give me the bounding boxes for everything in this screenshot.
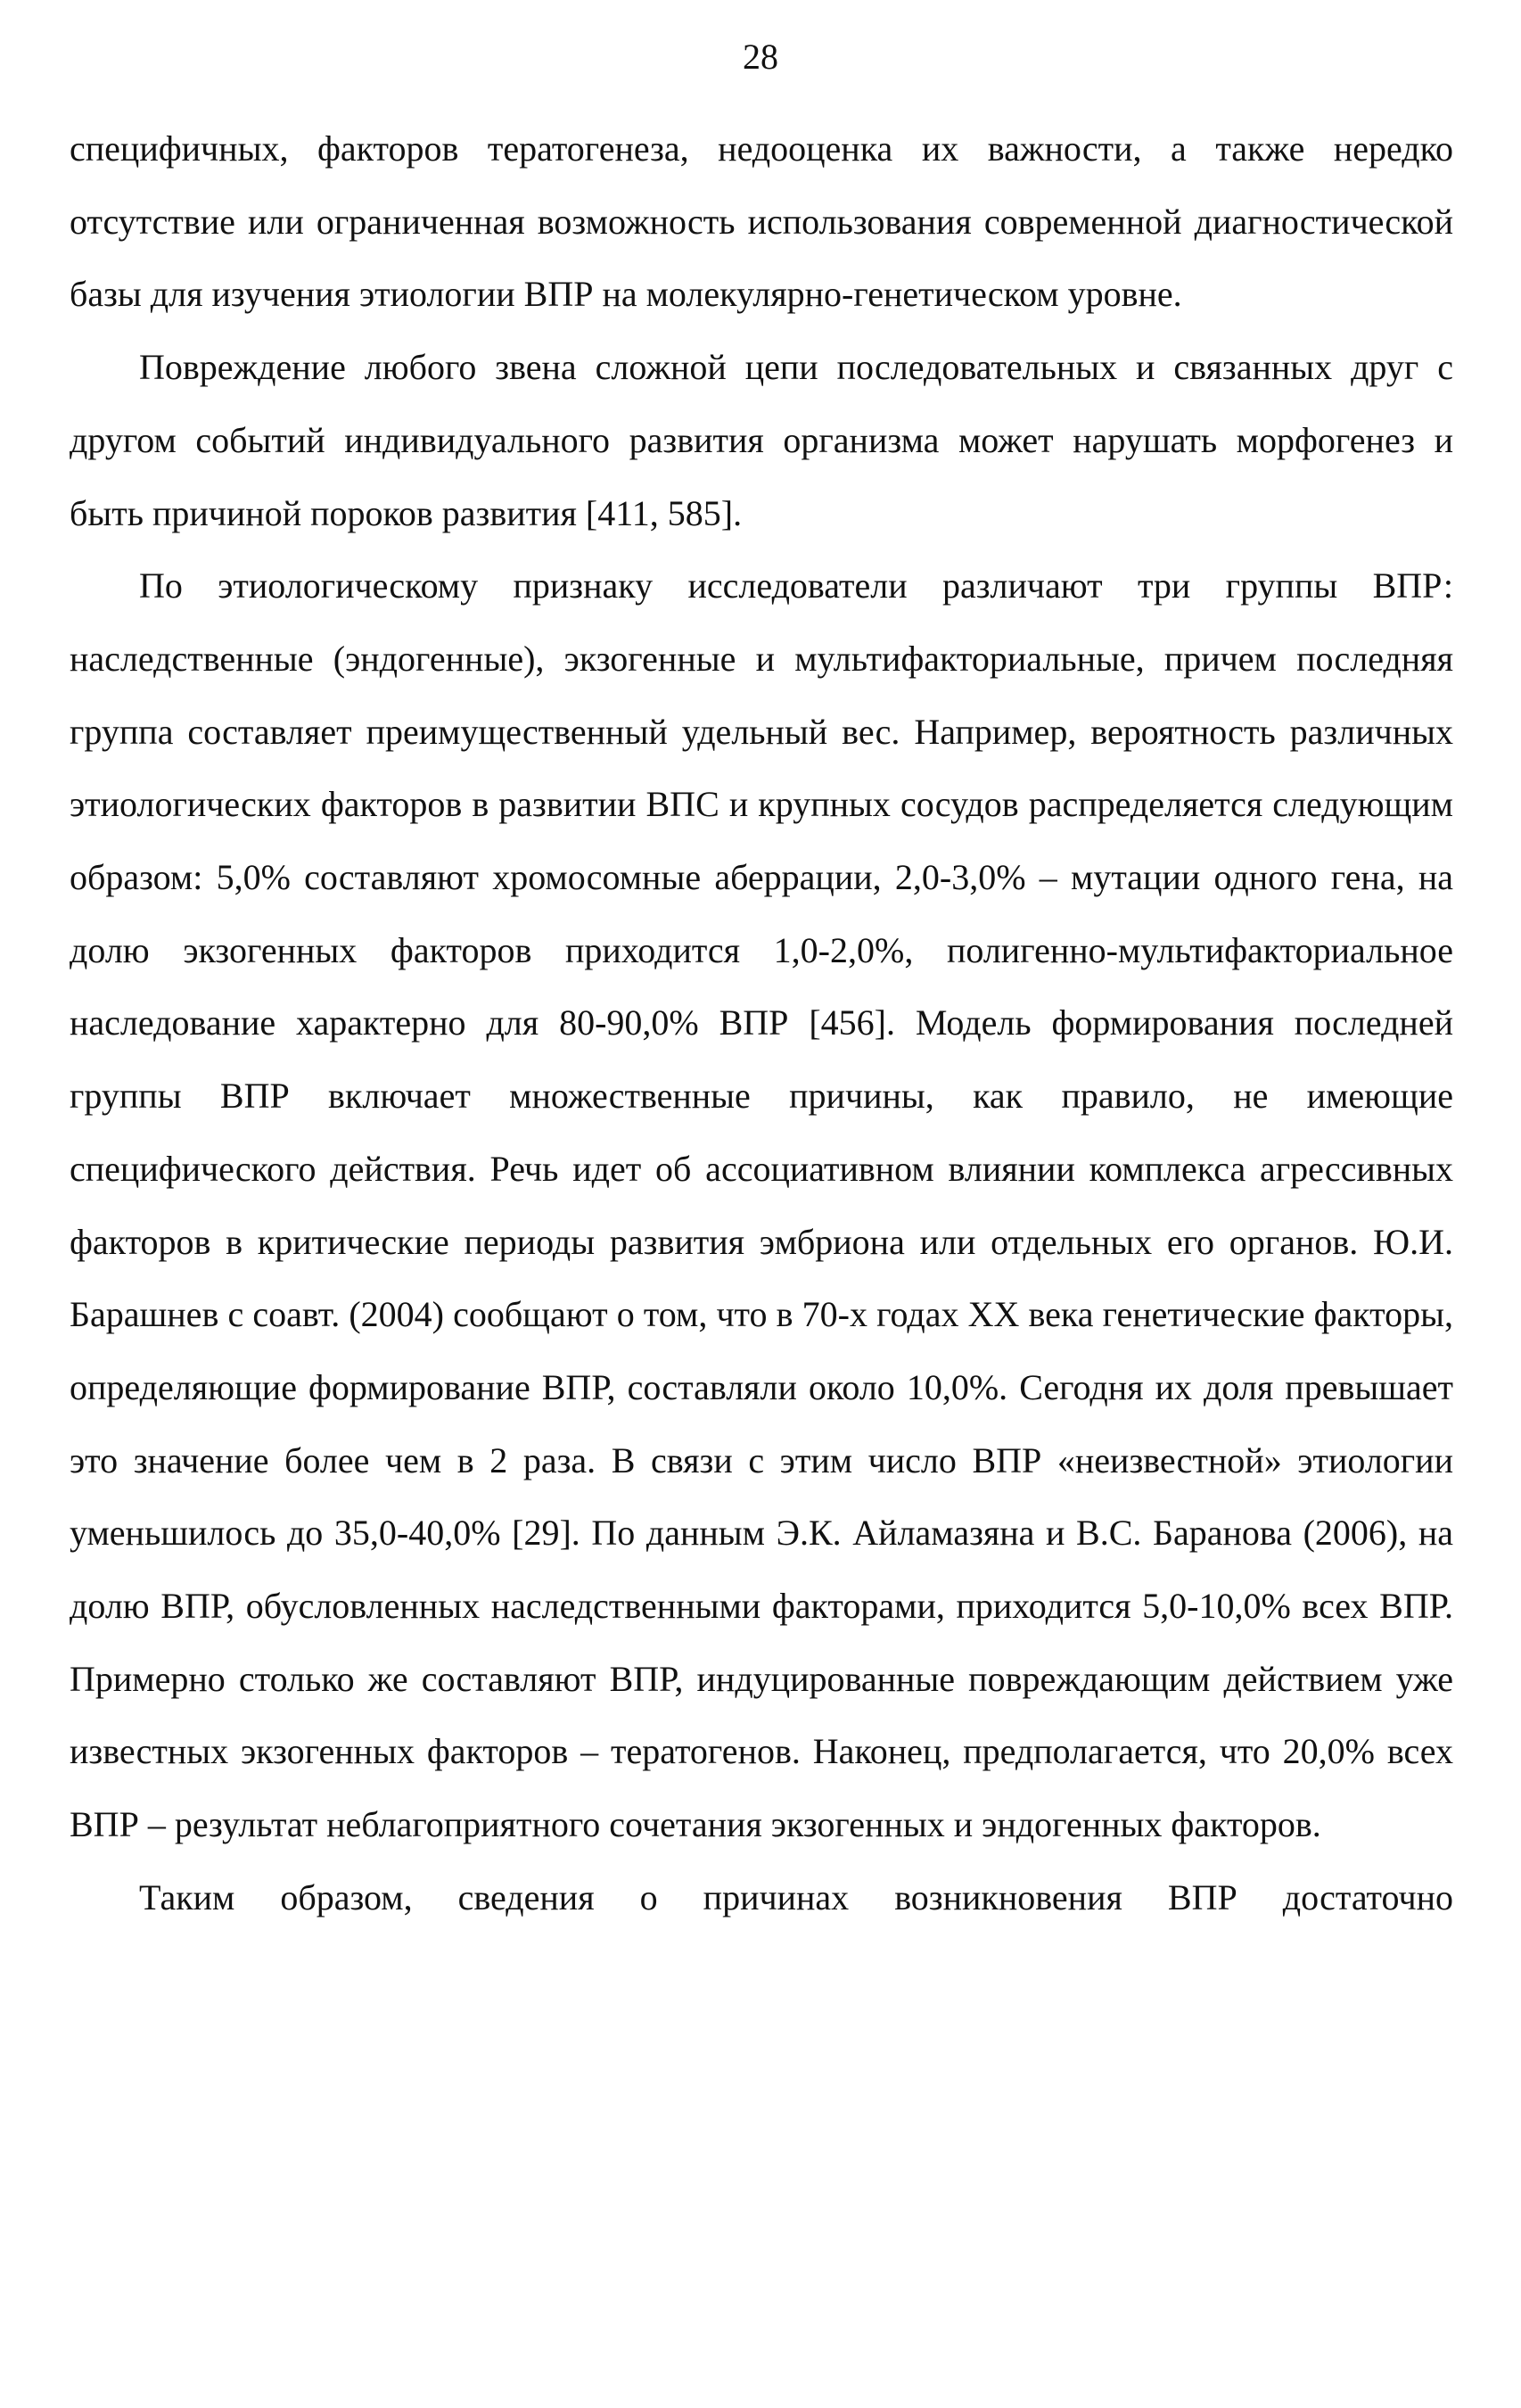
paragraph-morphogenesis: Повреждение любого звена сложной цепи последовательных и связанных друг с другом событий индивидуального развития организма может нарушать морфогенез и быть причиной пороков развития [411, 585].	[70, 347, 1453, 533]
paragraph-continuation: специфичных, факторов тератогенеза, недооценка их важности, а также нередко отсутствие или ограниченная возможность использования современной диагностической базы для изучения этиологии ВПР на молекулярно-генетическом уровне.	[70, 128, 1453, 315]
page-body	[70, 112, 1453, 1934]
page-number: 28	[743, 37, 778, 77]
paragraph-conclusion-start: Таким образом, сведения о причинах возникновения ВПР достаточно	[139, 1876, 1453, 1917]
paragraph-etiology-groups: По этиологическому признаку исследователи различают три группы ВПР: наследственные (эндогенные), экзогенные и мультифакториальные, причем последняя группа составляет преимущественный удельный вес. Например, вероятность различных этиологических факторов в развитии ВПС и крупных сосудов распределяется следующим образом: 5,0% составляют хромосомные аберрации, 2,0-3,0% – мутации одного гена, на долю экзогенных факторов приходится 1,0-2,0%, полигенно-мультифакториальное наследование характерно для 80-90,0% ВПР [456]. Модель формирования последней группы ВПР включает множественные причины, как правило, не имеющие специфического действия. Речь идет об ассоциативном влиянии комплекса агрессивных факторов в критические периоды развития эмбриона или отдельных его органов. Ю.И. Барашнев с соавт. (2004) сообщают о том, что в 70-х годах XX века генетические факторы, определяющие формирование ВПР, составляли около 10,0%. Сегодня их доля превышает это значение более чем в 2 раза. В связи с этим число ВПР «неизвестной» этиологии уменьшилось до 35,0-40,0% [29]. По данным Э.К. Айламазяна и В.С. Баранова (2006), на долю ВПР, обусловленных наследственными факторами, приходится 5,0-10,0% всех ВПР. Примерно столько же составляют ВПР, индуцированные повреждающим действием уже известных экзогенных факторов – тератогенов. Наконец, предполагается, что 20,0% всех ВПР – результат неблагоприятного сочетания экзогенных и эндогенных факторов.	[70, 565, 1453, 1845]
